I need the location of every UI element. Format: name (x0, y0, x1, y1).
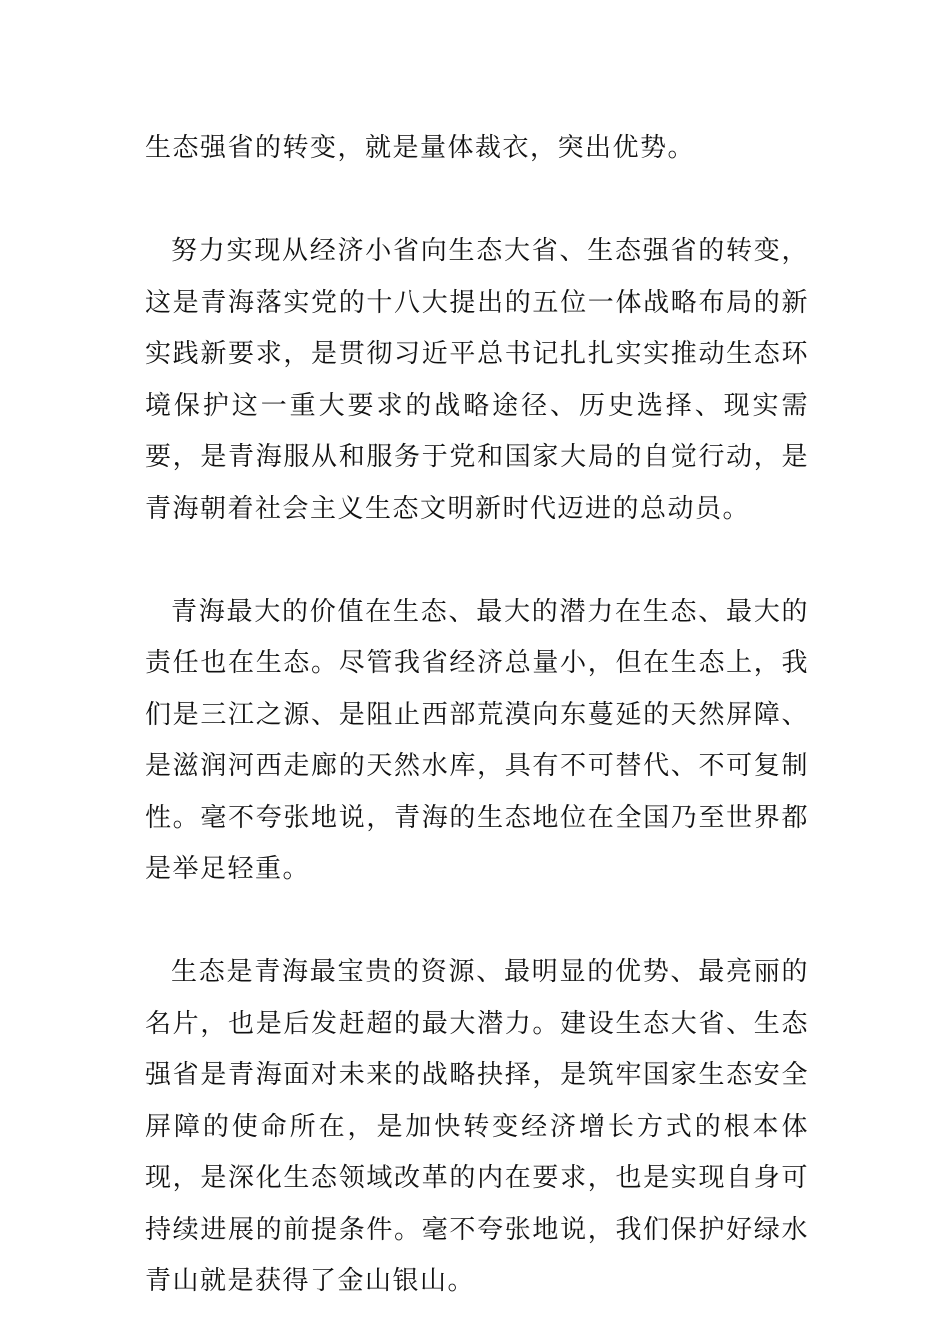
paragraph-4: 生态是青海最宝贵的资源、最明显的优势、最亮丽的名片，也是后发赶超的最大潜力。建设生态大省、生态强省是青海面对未来的战略抉择，是筑牢国家生态安全屏障的使命所在，是加快转变经济增长方式的根本体现，是深化生态领域改革的内在要求，也是实现自身可持续进展的前提条件。毫不夸张地说，我们保护好绿水青山就是获得了金山银山。 (145, 957, 809, 1296)
paragraph-2: 努力实现从经济小省向生态大省、生态强省的转变，这是青海落实党的十八大提出的五位一体战略布局的新实践新要求，是贯彻习近平总书记扎扎实实推动生态环境保护这一重大要求的战略途径、历史选择、现实需要，是青海服从和服务于党和国家大局的自觉行动，是青海朝着社会主义生态文明新时代迈进的总动员。 (145, 236, 809, 524)
document-body (145, 123, 809, 1308)
paragraph-3: 青海最大的价值在生态、最大的潜力在生态、最大的责任也在生态。尽管我省经济总量小，但在生态上，我们是三江之源、是阻止西部荒漠向东蔓延的天然屏障、是滋润河西走廊的天然水库，具有不可替代、不可复制性。毫不夸张地说，青海的生态地位在全国乃至世界都是举足轻重。 (145, 596, 809, 884)
paragraph-1: 生态强省的转变，就是量体裁衣，突出优势。 (145, 133, 696, 163)
